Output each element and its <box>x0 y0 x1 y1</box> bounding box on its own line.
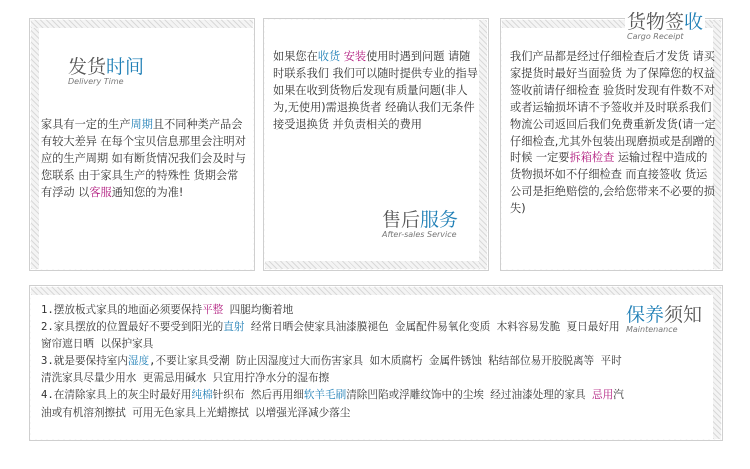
maintenance-subtitle: Maintenance <box>626 325 678 334</box>
delivery-time-subtitle: Delivery Time <box>68 77 124 86</box>
cargo-receipt-subtitle: Cargo Receipt <box>627 32 684 41</box>
maintenance-item-1: 1.摆放板式家具的地面必须要保持平整 四腿均衡着地 <box>41 304 294 316</box>
maintenance-item-2: 2.家具摆放的位置最好不要受到阳光的直射 经常日晒会使家具油漆膜褪色 金属配件易氧化变质 木料容易发脆 夏日最好用窗帘遮日晒 以保护家具 <box>41 321 620 351</box>
maintenance-item-4: 4.在清除家具上的灰尘时最好用纯棉针织布 然后再用细软羊毛刷清除凹陷或浮雕纹饰中的尘埃 经过油漆处理的家具 忌用汽油或有机溶剂擦拭 可用无色家具上光蜡擦拭 以增强光泽减少落尘 <box>41 389 624 419</box>
delivery-time-text: 家具有一定的生产周期且不同种类产品会有较大差异 在每个宝贝信息那里会注明对应的生产周期 如有断货情况我们会及时与您联系 由于家具生产的特殊性 货期会常有浮动 以客服通知您的为准! <box>41 118 246 199</box>
maintenance-title: 保养须知 Maintenance <box>626 304 703 334</box>
cargo-receipt-title: 货物签收 Cargo Receipt <box>625 7 705 41</box>
after-sales-text: 如果您在收货 安装使用时遇到问题 请随时联系我们 我们可以随时提供专业的指导 如果在收到货物后发现有质量问题(非人为,无使用)需退换货者 经确认我们无条件接受退换货 并负责相关的费用 <box>273 50 478 131</box>
maintenance-item-3: 3.就是要保持室内湿度,不要让家具受潮 防止因湿度过大而伤害家具 如木质腐朽 金属件锈蚀 粘结部位易开胶脱离等 平时清洗家具尽量少用水 更需忌用碱水 只宜用拧净水分的湿布擦 <box>41 355 622 385</box>
delivery-time-title: 发货时间 Delivery Time <box>68 56 145 86</box>
after-sales-title: 售后服务 After-sales Service <box>382 209 459 239</box>
maintenance-list <box>41 302 626 422</box>
after-sales-subtitle: After-sales Service <box>382 230 457 239</box>
cargo-receipt-text: 我们产品都是经过仔细检查后才发货 请买家提货时最好当面验货 为了保障您的权益 签收前请仔细检查 验货时发现有件数不对或者运输损坏请不予签收并及时联系我们物流公司返回后我们免费重新发货(请一定仔细检查,尤其外包装出现磨损或是刮蹭的时候 一定要拆箱检查 运输过程中造成的货物损坏如不仔细检查 而直接签收 货运公司是拒绝赔偿的,会给您带来不必要的损失) <box>510 50 716 216</box>
